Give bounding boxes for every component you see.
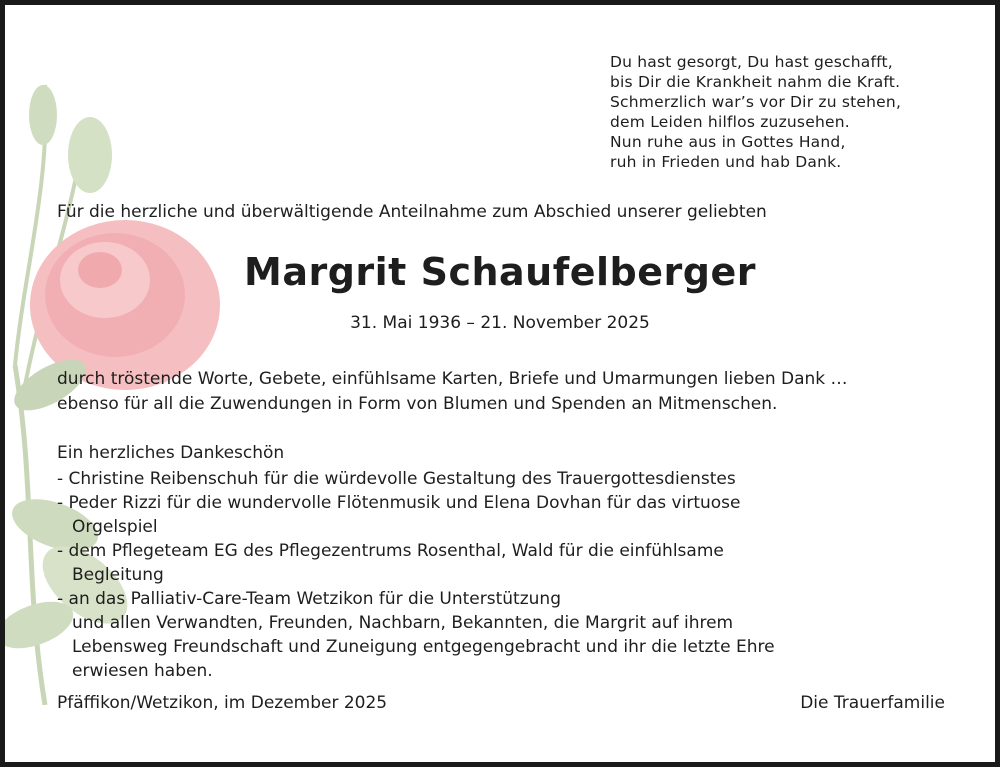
intro-text: Für die herzliche und überwältigende Anteilnahme zum Abschied unserer geliebten	[57, 202, 767, 222]
obituary-page	[5, 5, 995, 762]
poem-line: Nun ruhe aus in Gottes Hand,	[610, 133, 846, 151]
poem-line: Schmerzlich war’s vor Dir zu stehen,	[610, 93, 902, 111]
list-item: - Peder Rizzi für die wundervolle Flötenmusik und Elena Dovhan für das virtuose	[57, 493, 741, 513]
list-item-continuation: Begleitung	[72, 565, 164, 585]
list-item: - an das Palliativ-Care-Team Wetzikon für die Unterstützung	[57, 589, 561, 609]
list-item-continuation: erwiesen haben.	[72, 661, 213, 681]
thanks-list	[57, 467, 775, 683]
place-and-date: Pfäffikon/Wetzikon, im Dezember 2025	[57, 693, 388, 713]
poem-line: ruh in Frieden und hab Dank.	[610, 153, 842, 171]
body-text-line: ebenso für all die Zuwendungen in Form von Blumen und Spenden an Mitmenschen.	[57, 394, 778, 414]
signature: Die Trauerfamilie	[800, 693, 945, 713]
poem-line: bis Dir die Krankheit nahm die Kraft.	[610, 73, 901, 91]
list-item: - dem Pflegeteam EG des Pflegezentrums Rosenthal, Wald für die einfühlsame	[57, 541, 724, 561]
memorial-poem	[610, 52, 901, 172]
thanks-heading: Ein herzliches Dankeschön	[57, 443, 285, 463]
deceased-name: Margrit Schaufelberger	[244, 250, 756, 294]
life-dates: 31. Mai 1936 – 21. November 2025	[350, 313, 650, 333]
list-item-continuation: Orgelspiel	[72, 517, 158, 537]
poem-line: Du hast gesorgt, Du hast geschafft,	[610, 53, 893, 71]
body-text-line: durch tröstende Worte, Gebete, einfühlsame Karten, Briefe und Umarmungen lieben Dank …	[57, 369, 848, 389]
poem-line: dem Leiden hilflos zuzusehen.	[610, 113, 850, 131]
list-item: - Christine Reibenschuh für die würdevolle Gestaltung des Trauergottesdienstes	[57, 469, 736, 489]
list-item-continuation: und allen Verwandten, Freunden, Nachbarn, Bekannten, die Margrit auf ihrem	[72, 613, 734, 633]
list-item-continuation: Lebensweg Freundschaft und Zuneigung entgegengebracht und ihr die letzte Ehre	[72, 637, 775, 657]
